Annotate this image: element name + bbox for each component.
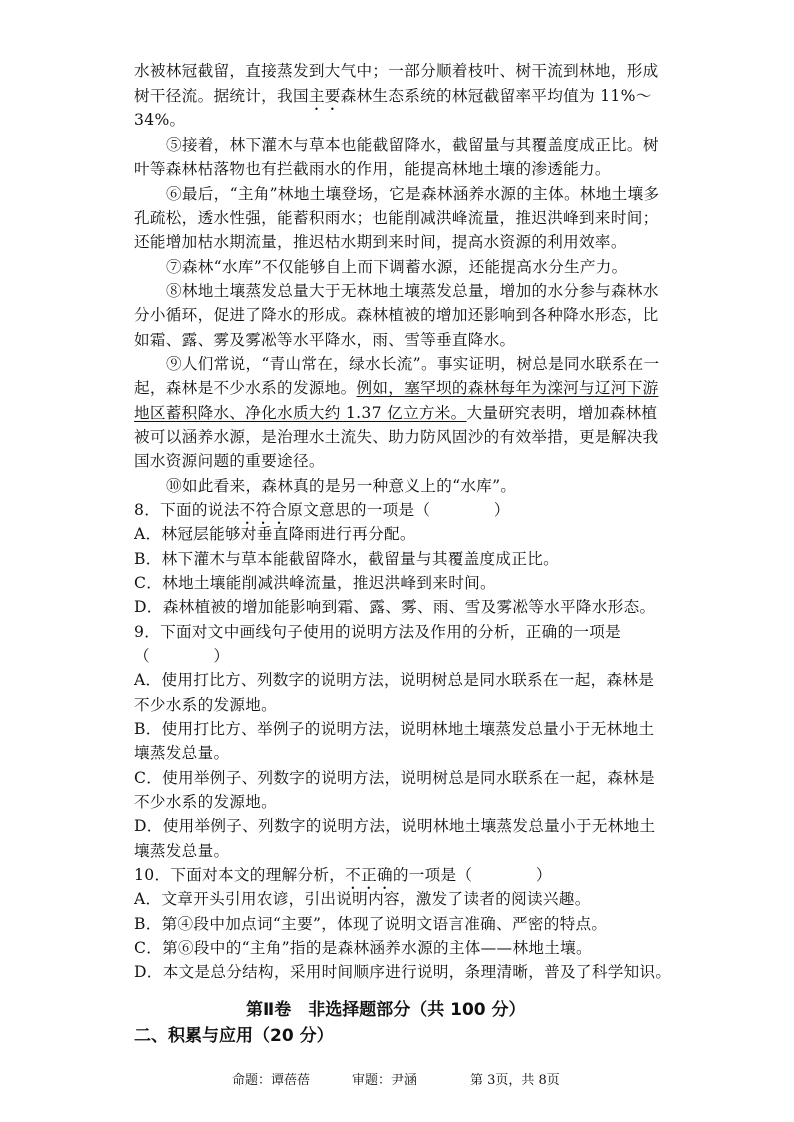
emphasized-word: 主要 xyxy=(308,87,341,105)
question-8-option-b: B．林下灌木与草本能截留降水，截留量与其覆盖度成正比。 xyxy=(134,550,559,568)
footer-page-number: 第 3页，共 8页 xyxy=(470,1073,560,1088)
passage-line: 34%。 xyxy=(134,111,186,129)
text-run: 起，森林是不少水系的发源地。 xyxy=(134,379,357,397)
footer-reviewer: 审题：尹涵 xyxy=(352,1073,418,1088)
question-9-option-c: C．使用举例子、列数字的说明方法，说明树总是同水联系在一起，森林是 xyxy=(134,769,655,787)
question-10-option-c: C．第⑥段中的“主角”指的是森林涵养水源的主体——林地土壤。 xyxy=(134,939,592,957)
question-9-option-c: 不少水系的发源地。 xyxy=(134,793,278,811)
text-run: 森林生态系统的林冠截留率平均值为 11%～ xyxy=(340,87,652,105)
text-run: 的一项是（ ） xyxy=(392,866,552,884)
text-run: 树干径流。据统计，我国 xyxy=(134,87,309,105)
emphasized-word: 不符合 xyxy=(239,501,288,519)
text-run: 8．下面的说法 xyxy=(134,501,240,519)
question-8-option-d: D．森林植被的增加能影响到霜、露、雾、雨、雪及雾凇等水平降水形态。 xyxy=(134,598,656,616)
paragraph-8-line: 如霜、露、雾及雾凇等水平降水，雨、雪等垂直降水。 xyxy=(134,331,516,349)
question-9-option-d: D．使用举例子、列数字的说明方法，说明林地土壤蒸发总量小于无林地土 xyxy=(134,817,656,835)
question-9-option-a: 不少水系的发源地。 xyxy=(134,696,278,714)
question-10-option-d: D．本文是总分结构，采用时间顺序进行说明，条理清晰，普及了科学知识。 xyxy=(134,963,672,981)
emphasized-word: 不正确 xyxy=(345,866,393,884)
question-10-option-a: A．文章开头引用农谚，引出说明内容，激发了读者的阅读兴趣。 xyxy=(134,890,591,908)
paragraph-7-line: ⑦森林“水库”不仅能够自上而下调蓄水源，还能提高水分生产力。 xyxy=(166,258,628,276)
paragraph-9-line: 被可以涵养水源，是治理水土流失、助力防风固沙的有效举措，更是解决我 xyxy=(134,428,659,446)
paragraph-5-line: 叶等森林枯落物也有拦截雨水的作用，能提高林地土壤的渗透能力。 xyxy=(134,160,611,178)
underlined-sentence: 地区蓄积降水、净化水质大约 1.37 亿立方米。 xyxy=(134,404,467,422)
question-9-stem: 9．下面对文中画线句子使用的说明方法及作用的分析，正确的一项是 xyxy=(134,623,622,641)
text-run: 10．下面对本文的理解分析， xyxy=(134,866,346,884)
paragraph-5-line: ⑤接着，林下灌木与草本也能截留降水，截留量与其覆盖度成正比。树 xyxy=(166,136,659,154)
paragraph-9-line xyxy=(134,402,657,424)
question-9-option-d: 壤蒸发总量。 xyxy=(134,842,230,860)
passage-line: 水被林冠截留，直接蒸发到大气中；一部分顺着枝叶、树干流到林地，形成 xyxy=(134,62,659,80)
question-10-option-b: B．第④段中加点词“主要”，体现了说明文语言准确、严密的特点。 xyxy=(134,915,608,933)
question-9-answer-paren: （ ） xyxy=(134,647,230,665)
paragraph-8-line: 分小循环，促进了降水的形成。森林植被的增加还影响到各种降水形态，比 xyxy=(134,306,659,324)
question-8-option-c: C．林地土壤能削减洪峰流量，推迟洪峰到来时间。 xyxy=(134,574,496,592)
paragraph-6-line: 孔疏松，透水性强，能蓄积雨水；也能削减洪峰流量，推迟洪峰到来时间； xyxy=(134,209,659,227)
question-9-option-a: A．使用打比方、列数字的说明方法，说明树总是同水联系在一起，森林是 xyxy=(134,671,655,689)
question-8-option-a: A．林冠层能够对垂直降雨进行再分配。 xyxy=(134,525,416,543)
question-9-option-b: B．使用打比方、举例子的说明方法，说明林地土壤蒸发总量小于无林地土 xyxy=(134,720,655,738)
paragraph-10-line: ⑩如此看来，森林真的是另一种意义上的“水库”。 xyxy=(166,477,517,495)
paragraph-9-line: 国水资源问题的重要途径。 xyxy=(134,452,325,470)
text-run: 原文意思的一项是（ ） xyxy=(287,501,510,519)
paragraph-6-line: 还能增加枯水期流量，推迟枯水期到来时间，提高水资源的利用效率。 xyxy=(134,233,627,251)
passage-line xyxy=(134,85,652,114)
footer-author: 命题：谭蓓蓓 xyxy=(232,1073,311,1088)
paragraph-9-line: ⑨人们常说，“青山常在，绿水长流”。事实证明，树总是同水联系在一 xyxy=(166,355,660,373)
text-run: 大量研究表明，增加森林植 xyxy=(466,404,658,422)
section-title: 第Ⅱ卷 非选择题部分（共 100 分） xyxy=(246,1000,526,1020)
underlined-sentence: 例如，塞罕坝的森林每年为滦河与辽河下游 xyxy=(356,379,659,397)
paragraph-9-line xyxy=(134,377,659,399)
question-9-option-b: 壤蒸发总量。 xyxy=(134,744,230,762)
paragraph-6-line: ⑥最后，“主角”林地土壤登场，它是森林涵养水源的主体。林地土壤多 xyxy=(166,185,660,203)
paragraph-8-line: ⑧林地土壤蒸发总量大于无林地土壤蒸发总量，增加的水分参与森林水 xyxy=(166,282,659,300)
part-heading: 二、积累与应用（20 分） xyxy=(134,1026,334,1046)
